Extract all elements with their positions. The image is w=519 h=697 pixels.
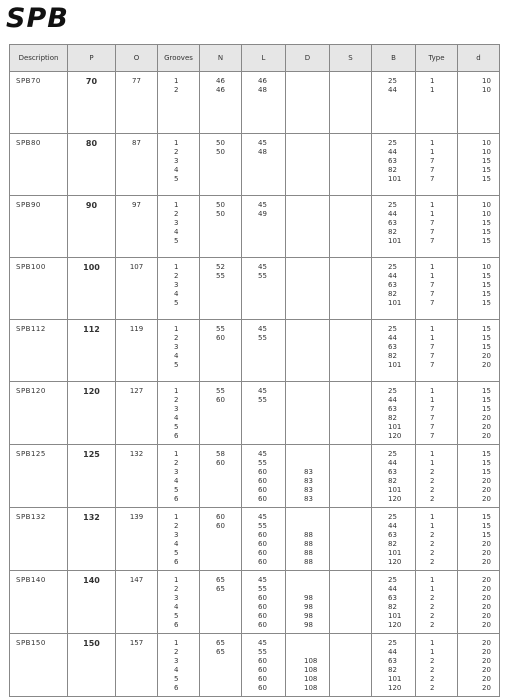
- cell-n-text: 50 50: [216, 201, 225, 218]
- cell-o-text: 107: [129, 263, 144, 271]
- cell-n-text: 55 60: [216, 387, 225, 404]
- cell-n: [200, 134, 242, 196]
- cell-small-d: [458, 634, 500, 697]
- cell-b: [372, 258, 416, 320]
- cell-l-text: 45 48: [258, 139, 267, 156]
- column-header-s: S: [330, 45, 372, 72]
- column-header-description: Description: [10, 45, 68, 72]
- cell-grooves: [158, 72, 200, 134]
- cell-n-text: 55 60: [216, 325, 225, 342]
- cell-p-text: 120: [83, 387, 100, 396]
- cell-s: [330, 196, 372, 258]
- cell-s: [330, 634, 372, 697]
- cell-n: [200, 196, 242, 258]
- table-row: [10, 445, 500, 508]
- cell-l: [242, 72, 286, 134]
- cell-small-d: [458, 320, 500, 382]
- cell-o: [116, 134, 158, 196]
- column-header-grooves: Grooves: [158, 45, 200, 72]
- cell-grooves: [158, 571, 200, 634]
- cell-type-text: 1 1 7 7 7: [430, 139, 435, 183]
- cell-type: [416, 72, 458, 134]
- cell-type: [416, 320, 458, 382]
- cell-n: [200, 320, 242, 382]
- cell-l-text: 45 55 60 60 60 60: [258, 639, 267, 692]
- cell-l: [242, 196, 286, 258]
- column-header-l: L: [242, 45, 286, 72]
- cell-description-text: SPB140: [16, 576, 46, 584]
- cell-n: [200, 634, 242, 697]
- cell-l: [242, 634, 286, 697]
- cell-n-text: 65 65: [216, 639, 225, 656]
- cell-description: [10, 72, 68, 134]
- cell-b: [372, 134, 416, 196]
- cell-n-text: 65 65: [216, 576, 225, 593]
- cell-small-d-text: 10 10 15 15 15: [482, 201, 491, 245]
- cell-small-d-text: 15 15 15 20 20 20: [482, 513, 491, 566]
- cell-d: [286, 258, 330, 320]
- cell-grooves: [158, 320, 200, 382]
- cell-description-text: SPB80: [16, 139, 41, 147]
- cell-s: [330, 72, 372, 134]
- cell-p-text: 140: [83, 576, 100, 585]
- cell-grooves-text: 1 2 3 4 5 6: [174, 576, 179, 629]
- cell-o: [116, 382, 158, 445]
- cell-small-d-text: 20 20 20 20 20 20: [482, 639, 491, 692]
- table-row: [10, 258, 500, 320]
- cell-type-text: 1 1 2 2 2 2: [430, 639, 435, 692]
- cell-s: [330, 134, 372, 196]
- cell-type-text: 1 1 7 7 7: [430, 263, 435, 307]
- cell-o: [116, 508, 158, 571]
- cell-description: [10, 571, 68, 634]
- cell-description: [10, 445, 68, 508]
- cell-description: [10, 634, 68, 697]
- cell-d: [286, 508, 330, 571]
- cell-type: [416, 196, 458, 258]
- cell-l: [242, 258, 286, 320]
- cell-grooves-text: 1 2 3 4 5: [174, 325, 179, 369]
- cell-small-d: [458, 382, 500, 445]
- cell-l: [242, 320, 286, 382]
- cell-p: [68, 508, 116, 571]
- cell-description: [10, 382, 68, 445]
- cell-p: [68, 382, 116, 445]
- cell-n: [200, 445, 242, 508]
- cell-description: [10, 258, 68, 320]
- cell-n-text: 52 55: [216, 263, 225, 280]
- column-header-d: D: [286, 45, 330, 72]
- cell-grooves-text: 1 2: [174, 77, 179, 94]
- cell-d: [286, 320, 330, 382]
- cell-type: [416, 571, 458, 634]
- cell-d-text: 83 83 83 83: [304, 468, 313, 503]
- column-header-small-d: d: [458, 45, 500, 72]
- cell-p: [68, 634, 116, 697]
- cell-small-d: [458, 134, 500, 196]
- cell-l: [242, 134, 286, 196]
- cell-small-d-text: 15 15 15 20 20 20: [482, 387, 491, 440]
- cell-l-text: 45 55: [258, 325, 267, 342]
- cell-small-d: [458, 445, 500, 508]
- cell-description-text: SPB90: [16, 201, 41, 209]
- cell-p: [68, 320, 116, 382]
- cell-grooves-text: 1 2 3 4 5: [174, 139, 179, 183]
- cell-b-text: 25 44 63 82 101 120: [388, 639, 402, 692]
- cell-type: [416, 508, 458, 571]
- cell-grooves: [158, 382, 200, 445]
- cell-small-d: [458, 571, 500, 634]
- cell-type-text: 1 1 7 7 7: [430, 201, 435, 245]
- cell-l: [242, 382, 286, 445]
- cell-small-d-text: 15 15 15 20 20: [482, 325, 491, 369]
- cell-o-text: 119: [129, 325, 144, 333]
- cell-small-d: [458, 72, 500, 134]
- cell-s: [330, 571, 372, 634]
- cell-p-text: 70: [85, 77, 98, 86]
- cell-l: [242, 508, 286, 571]
- cell-b-text: 25 44 63 82 101 120: [388, 387, 402, 440]
- cell-d: [286, 445, 330, 508]
- cell-b-text: 25 44 63 82 101: [388, 263, 402, 307]
- cell-n: [200, 571, 242, 634]
- cell-grooves-text: 1 2 3 4 5 6: [174, 450, 179, 503]
- column-header-type: Type: [416, 45, 458, 72]
- cell-b: [372, 72, 416, 134]
- cell-s: [330, 508, 372, 571]
- cell-d-text: 88 88 88 88: [304, 531, 313, 566]
- table-row: [10, 634, 500, 697]
- cell-o: [116, 571, 158, 634]
- cell-description-text: SPB150: [16, 639, 46, 647]
- cell-d: [286, 196, 330, 258]
- cell-n: [200, 72, 242, 134]
- cell-s: [330, 320, 372, 382]
- cell-description-text: SPB120: [16, 387, 46, 395]
- table-row: [10, 571, 500, 634]
- cell-n-text: 60 60: [216, 513, 225, 530]
- cell-p-text: 132: [83, 513, 100, 522]
- table-row: [10, 196, 500, 258]
- cell-grooves-text: 1 2 3 4 5: [174, 263, 179, 307]
- cell-o: [116, 445, 158, 508]
- cell-b: [372, 571, 416, 634]
- cell-b: [372, 508, 416, 571]
- cell-b-text: 25 44 63 82 101 120: [388, 576, 402, 629]
- cell-p-text: 125: [83, 450, 100, 459]
- cell-o-text: 147: [129, 576, 144, 584]
- cell-d: [286, 72, 330, 134]
- cell-type-text: 1 1 2 2 2 2: [430, 450, 435, 503]
- cell-grooves: [158, 508, 200, 571]
- cell-n-text: 46 46: [216, 77, 225, 94]
- cell-small-d-text: 10 10: [482, 77, 491, 94]
- cell-p: [68, 134, 116, 196]
- cell-p: [68, 196, 116, 258]
- cell-l-text: 45 55 60 60 60 60: [258, 576, 267, 629]
- cell-p-text: 112: [83, 325, 100, 334]
- cell-l-text: 45 49: [258, 201, 267, 218]
- cell-type: [416, 382, 458, 445]
- cell-n-text: 50 50: [216, 139, 225, 156]
- cell-grooves-text: 1 2 3 4 5 6: [174, 639, 179, 692]
- cell-b-text: 25 44: [388, 77, 397, 94]
- cell-small-d: [458, 196, 500, 258]
- cell-type-text: 1 1 7 7 7 7: [430, 387, 435, 440]
- cell-small-d-text: 15 15 15 20 20 20: [482, 450, 491, 503]
- table-row: [10, 134, 500, 196]
- cell-grooves-text: 1 2 3 4 5 6: [174, 513, 179, 566]
- cell-o-text: 127: [129, 387, 144, 395]
- cell-b: [372, 320, 416, 382]
- cell-description: [10, 196, 68, 258]
- cell-p: [68, 571, 116, 634]
- cell-l-text: 46 48: [258, 77, 267, 94]
- cell-s: [330, 382, 372, 445]
- cell-o-text: 97: [132, 201, 141, 209]
- cell-type: [416, 134, 458, 196]
- cell-o: [116, 634, 158, 697]
- cell-o: [116, 258, 158, 320]
- cell-o-text: 77: [132, 77, 141, 85]
- cell-o: [116, 196, 158, 258]
- cell-grooves: [158, 258, 200, 320]
- cell-small-d-text: 20 20 20 20 20 20: [482, 576, 491, 629]
- cell-p: [68, 258, 116, 320]
- cell-description: [10, 134, 68, 196]
- table-row: [10, 320, 500, 382]
- cell-small-d-text: 10 15 15 15 15: [482, 263, 491, 307]
- cell-o-text: 139: [129, 513, 144, 521]
- table-row: [10, 508, 500, 571]
- table-row: [10, 72, 500, 134]
- cell-grooves: [158, 634, 200, 697]
- cell-type: [416, 258, 458, 320]
- cell-grooves: [158, 134, 200, 196]
- cell-b-text: 25 44 63 82 101: [388, 201, 402, 245]
- cell-type-text: 1 1 2 2 2 2: [430, 513, 435, 566]
- cell-p-text: 90: [85, 201, 98, 210]
- cell-l: [242, 571, 286, 634]
- cell-b: [372, 382, 416, 445]
- cell-o: [116, 72, 158, 134]
- cell-description-text: SPB125: [16, 450, 46, 458]
- cell-d-text: 98 98 98 98: [304, 594, 313, 629]
- cell-o: [116, 320, 158, 382]
- cell-p: [68, 72, 116, 134]
- cell-d: [286, 571, 330, 634]
- cell-p-text: 80: [85, 139, 98, 148]
- cell-type-text: 1 1 7 7 7: [430, 325, 435, 369]
- cell-d: [286, 634, 330, 697]
- cell-s: [330, 445, 372, 508]
- cell-b-text: 25 44 63 82 101 120: [388, 513, 402, 566]
- cell-type: [416, 445, 458, 508]
- cell-description-text: SPB70: [16, 77, 41, 85]
- cell-l-text: 45 55: [258, 263, 267, 280]
- cell-description-text: SPB100: [16, 263, 46, 271]
- cell-d-text: 108 108 108 108: [304, 657, 318, 692]
- cell-p-text: 150: [83, 639, 100, 648]
- cell-grooves: [158, 445, 200, 508]
- cell-b-text: 25 44 63 82 101: [388, 139, 402, 183]
- cell-small-d: [458, 508, 500, 571]
- cell-type-text: 1 1 2 2 2 2: [430, 576, 435, 629]
- cell-n: [200, 508, 242, 571]
- cell-o-text: 157: [129, 639, 144, 647]
- cell-p-text: 100: [83, 263, 100, 272]
- column-header-p: P: [68, 45, 116, 72]
- cell-b-text: 25 44 63 82 101 120: [388, 450, 402, 503]
- cell-grooves: [158, 196, 200, 258]
- cell-n-text: 58 60: [216, 450, 225, 467]
- cell-l-text: 45 55 60 60 60 60: [258, 513, 267, 566]
- cell-l-text: 45 55 60 60 60 60: [258, 450, 267, 503]
- cell-description-text: SPB112: [16, 325, 46, 333]
- cell-n: [200, 382, 242, 445]
- cell-l-text: 45 55: [258, 387, 267, 404]
- cell-type-text: 1 1: [430, 77, 435, 94]
- cell-d: [286, 134, 330, 196]
- column-header-o: O: [116, 45, 158, 72]
- cell-o-text: 87: [132, 139, 141, 147]
- column-header-n: N: [200, 45, 242, 72]
- cell-p: [68, 445, 116, 508]
- cell-description-text: SPB132: [16, 513, 46, 521]
- spec-table: [9, 44, 500, 697]
- table-header-row: [10, 45, 500, 72]
- table-row: [10, 382, 500, 445]
- cell-type: [416, 634, 458, 697]
- cell-small-d-text: 10 10 15 15 15: [482, 139, 491, 183]
- column-header-b: B: [372, 45, 416, 72]
- cell-description: [10, 320, 68, 382]
- cell-small-d: [458, 258, 500, 320]
- cell-n: [200, 258, 242, 320]
- cell-b-text: 25 44 63 82 101: [388, 325, 402, 369]
- cell-l: [242, 445, 286, 508]
- cell-s: [330, 258, 372, 320]
- cell-description: [10, 508, 68, 571]
- cell-o-text: 132: [129, 450, 144, 458]
- cell-b: [372, 445, 416, 508]
- cell-d: [286, 382, 330, 445]
- cell-b: [372, 196, 416, 258]
- cell-grooves-text: 1 2 3 4 5: [174, 201, 179, 245]
- table-body: [10, 72, 500, 697]
- cell-grooves-text: 1 2 3 4 5 6: [174, 387, 179, 440]
- cell-b: [372, 634, 416, 697]
- page-title: SPB: [6, 3, 69, 34]
